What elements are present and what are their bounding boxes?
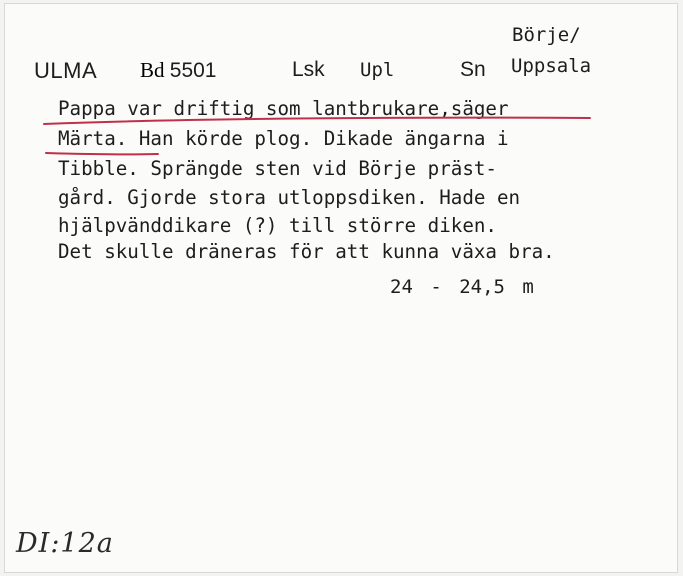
text-line-2: Märta. Han körde plog. Dikade ängarna i: [58, 127, 509, 150]
archive-name: ULMA: [34, 58, 98, 83]
volume-number: 5501: [169, 59, 217, 82]
depth-measurement: 24 - 24,5 m: [390, 276, 534, 298]
socken-label: Sn: [460, 58, 486, 81]
handwritten-signum-text: DI:12a: [16, 528, 114, 559]
volume-label: Bd: [140, 58, 165, 82]
landskap-value: Upl: [360, 59, 395, 81]
landskap-label: Lsk: [292, 58, 325, 81]
place-bottom: Uppsala: [511, 55, 592, 77]
text-line-5: hjälpvänddikare (?) till större diken.: [58, 214, 497, 237]
handwritten-signum: [16, 528, 114, 559]
text-line-4: gård. Gjorde stora utloppsdiken. Hade en: [58, 186, 521, 209]
text-line-6: Det skulle dräneras för att kunna växa bra.: [58, 240, 555, 263]
archive-card: [4, 3, 678, 573]
text-line-1: Pappa var driftig som lantbrukare,säger: [58, 97, 509, 120]
place-top: Börje/: [512, 24, 581, 46]
volume-reference: [140, 58, 216, 83]
text-line-3: Tibble. Sprängde sten vid Börje präst-: [58, 157, 497, 180]
